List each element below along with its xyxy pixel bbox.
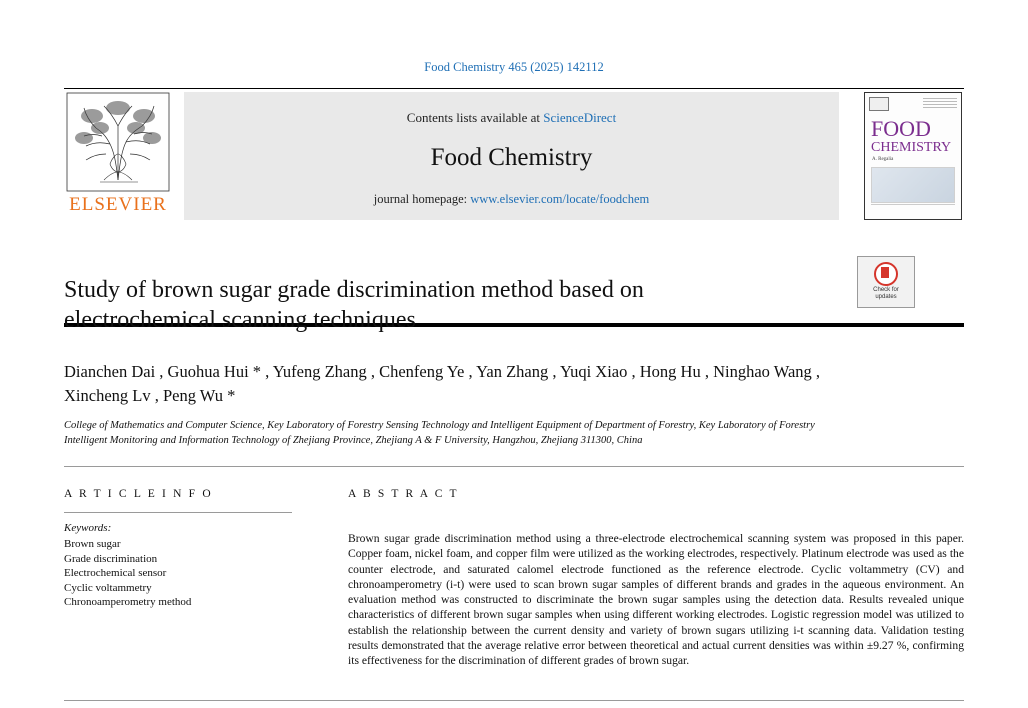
keywords-list [64, 537, 296, 610]
elsevier-tree-icon [66, 92, 170, 192]
journal-title: Food Chemistry [430, 144, 593, 171]
homepage-prefix: journal homepage: [373, 192, 468, 206]
crossmark-line2: updates [875, 294, 897, 300]
contents-line [184, 110, 839, 126]
keyword-item: Electrochemical sensor [64, 567, 167, 580]
sciencedirect-link[interactable]: ScienceDirect [543, 110, 617, 125]
page-title: Study of brown sugar grade discrimination method based on electrochemical scanning techniques [64, 277, 644, 333]
elsevier-wordmark: ELSEVIER [69, 194, 167, 215]
journal-cover-thumbnail [864, 92, 962, 220]
author-list: Dianchen Dai , Guohua Hui * , Yufeng Zhang , Chenfeng Ye , Yan Zhang , Yuqi Xiao , Hong Hu , Ninghao Wang , Xincheng Lv , Peng Wu * [64, 362, 821, 405]
running-head: Food Chemistry 465 (2025) 142112 [424, 60, 604, 74]
keyword-item: Grade discrimination [64, 552, 158, 565]
cover-subtitle: A. Regalia [872, 157, 894, 162]
keyword-item: Brown sugar [64, 538, 121, 550]
journal-masthead [64, 88, 964, 235]
abstract-text: Brown sugar grade discrimination method using a three-electrode electrochemical scanning system was proposed in this paper. Copper foam, nickel foam, and copper film were utilized as the working electrodes, respectively. Platinum electrode was used as the counter electrode, and saturated calomel electrode functioned as the reference electrode. Cyclic voltammetry (CV) and chronoamperometry (i-t) were used to scan brown sugar samples of different brands and grades in the aqueous environment. An evaluation method was constructed to discriminate the brown sugar samples using the detection data. Results revealed unique characteristics of different brown sugar samples when using different working electrodes. Logistic regression model was utilized to establish the relationship between the current density and variety of brown sugars utilizing i-t scanning data. Validation testing results demonstrated that the average relative error between theoretical and actual current densities was within ±9.27 %, confirming its effectiveness for the discrimination of different grades of brown sugar. [348, 532, 964, 668]
journal-homepage-link[interactable]: www.elsevier.com/locate/foodchem [470, 192, 650, 206]
article-info-column [64, 488, 296, 610]
crossmark-icon [874, 262, 898, 286]
cover-footer [871, 204, 955, 215]
abstract-heading: A B S T R A C T [348, 488, 459, 500]
crossmark-badge[interactable] [857, 256, 915, 308]
homepage-line [184, 192, 839, 207]
affiliation: College of Mathematics and Computer Science, Key Laboratory of Forestry Sensing Technology and Intelligent Equipment of Department of Forestry, Key Laboratory of Forestry Intelligent Monitoring and Information Technology of Zhejiang Province, Zhejiang A & F University, Hangzhou, Zhejiang 311300, China [64, 420, 815, 446]
cover-logo-box [869, 97, 889, 111]
masthead-band [184, 92, 839, 220]
cover-title-food: FOOD [871, 116, 931, 141]
page-content [64, 0, 964, 708]
abstract-column [348, 488, 964, 669]
keywords-divider [64, 512, 292, 513]
crossmark-line1: Check for [873, 287, 899, 293]
article-info-heading: A R T I C L E I N F O [64, 488, 213, 500]
cover-header-lines [923, 98, 957, 110]
cover-title-chemistry: CHEMISTRY [871, 140, 952, 155]
keywords-label: Keywords: [64, 522, 112, 534]
cover-image [871, 167, 955, 203]
divider-bottom [64, 700, 964, 701]
keyword-item: Chronoamperometry method [64, 596, 192, 609]
divider-top [64, 466, 964, 467]
contents-prefix: Contents lists available at [406, 110, 541, 125]
elsevier-logo [64, 92, 172, 220]
keyword-item: Cyclic voltammetry [64, 581, 152, 594]
